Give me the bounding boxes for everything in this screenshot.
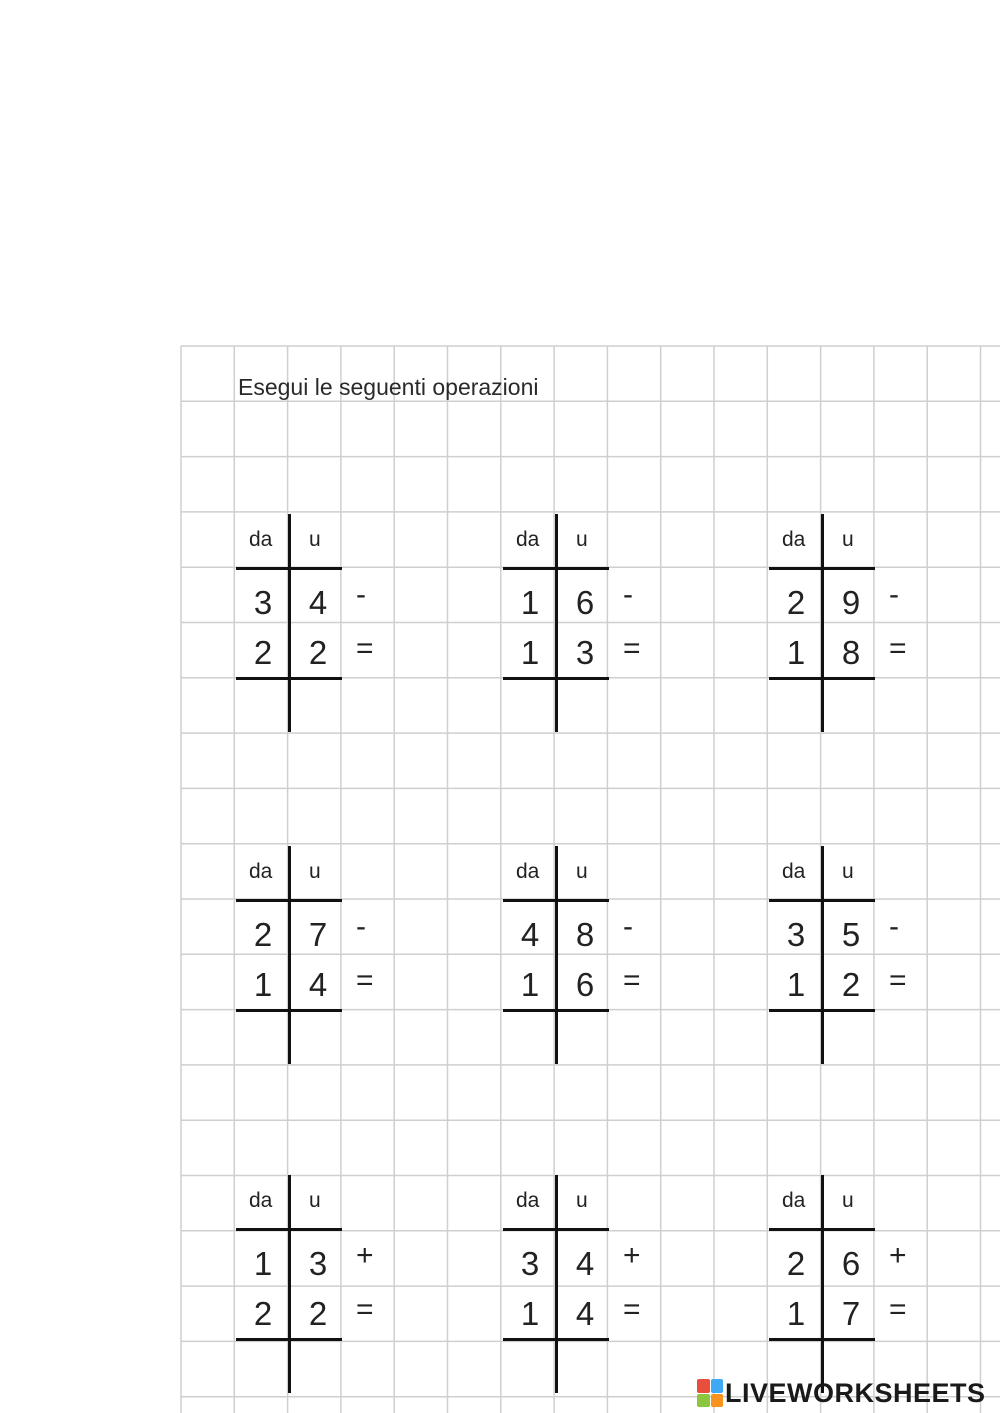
liveworksheets-logo-icon <box>697 1379 723 1407</box>
bottom-units-digit: 4 <box>575 1295 595 1332</box>
bottom-units-digit: 3 <box>575 634 595 671</box>
top-units-digit: 6 <box>841 1245 861 1282</box>
units-label: u <box>309 1189 321 1212</box>
operator-sign: + <box>889 1239 907 1272</box>
units-label: u <box>309 528 321 551</box>
column-divider <box>555 514 558 732</box>
units-label: u <box>842 860 854 883</box>
tens-label: da <box>516 1189 540 1212</box>
logo-square <box>711 1379 724 1393</box>
top-tens-digit: 1 <box>520 584 540 621</box>
bottom-units-digit: 2 <box>308 634 328 671</box>
instruction-text: Esegui le seguenti operazioni <box>238 374 539 400</box>
top-tens-digit: 1 <box>253 1245 273 1282</box>
top-units-digit: 8 <box>575 916 595 953</box>
header-rule <box>503 1228 609 1231</box>
top-tens-digit: 3 <box>253 584 273 621</box>
bottom-tens-digit: 1 <box>520 966 540 1003</box>
bottom-units-digit: 2 <box>308 1295 328 1332</box>
header-rule <box>503 899 609 902</box>
brand-name: LIVEWORKSHEETS <box>725 1377 986 1408</box>
header-rule <box>769 899 875 902</box>
operation-block <box>769 514 949 734</box>
bottom-tens-digit: 1 <box>786 1295 806 1332</box>
top-tens-digit: 3 <box>520 1245 540 1282</box>
bottom-tens-digit: 2 <box>253 634 273 671</box>
header-rule <box>769 1228 875 1231</box>
result-rule <box>769 1009 875 1012</box>
operation-block <box>503 846 683 1066</box>
column-divider <box>821 846 824 1064</box>
header-rule <box>236 1228 342 1231</box>
top-units-digit: 9 <box>841 584 861 621</box>
equals-sign: = <box>889 632 907 665</box>
column-divider <box>821 1175 824 1393</box>
column-divider <box>555 846 558 1064</box>
bottom-tens-digit: 1 <box>520 1295 540 1332</box>
result-rule <box>236 1009 342 1012</box>
bottom-tens-digit: 1 <box>786 966 806 1003</box>
bottom-tens-digit: 1 <box>253 966 273 1003</box>
equals-sign: = <box>889 1293 907 1326</box>
equals-sign: = <box>356 632 374 665</box>
units-label: u <box>576 860 588 883</box>
header-rule <box>236 899 342 902</box>
operation-block <box>769 846 949 1066</box>
column-divider <box>288 1175 291 1393</box>
tens-label: da <box>782 1189 806 1212</box>
operator-sign: - <box>356 578 366 611</box>
operator-sign: - <box>889 910 899 943</box>
operation-block <box>236 1175 416 1395</box>
logo-square <box>697 1379 710 1393</box>
bottom-tens-digit: 1 <box>786 634 806 671</box>
result-rule <box>236 677 342 680</box>
operation-block <box>769 1175 949 1395</box>
header-rule <box>503 567 609 570</box>
operation-block <box>236 846 416 1066</box>
operation-block <box>236 514 416 734</box>
units-label: u <box>842 528 854 551</box>
top-tens-digit: 4 <box>520 916 540 953</box>
header-rule <box>236 567 342 570</box>
top-units-digit: 3 <box>308 1245 328 1282</box>
equals-sign: = <box>356 964 374 997</box>
equals-sign: = <box>623 632 641 665</box>
bottom-tens-digit: 1 <box>520 634 540 671</box>
bottom-units-digit: 6 <box>575 966 595 1003</box>
units-label: u <box>842 1189 854 1212</box>
units-label: u <box>576 1189 588 1212</box>
operator-sign: - <box>356 910 366 943</box>
top-units-digit: 5 <box>841 916 861 953</box>
operation-block <box>503 514 683 734</box>
top-units-digit: 4 <box>575 1245 595 1282</box>
operator-sign: - <box>623 578 633 611</box>
equals-sign: = <box>623 964 641 997</box>
top-units-digit: 4 <box>308 584 328 621</box>
column-divider <box>288 514 291 732</box>
top-tens-digit: 2 <box>253 916 273 953</box>
bottom-units-digit: 4 <box>308 966 328 1003</box>
equals-sign: = <box>889 964 907 997</box>
result-rule <box>236 1338 342 1341</box>
tens-label: da <box>249 1189 273 1212</box>
column-divider <box>555 1175 558 1393</box>
tens-label: da <box>249 528 273 551</box>
bottom-tens-digit: 2 <box>253 1295 273 1332</box>
operator-sign: + <box>356 1239 374 1272</box>
tens-label: da <box>516 528 540 551</box>
tens-label: da <box>516 860 540 883</box>
operator-sign: - <box>623 910 633 943</box>
operator-sign: + <box>623 1239 641 1272</box>
result-rule <box>769 1338 875 1341</box>
result-rule <box>503 677 609 680</box>
operator-sign: - <box>889 578 899 611</box>
logo-square <box>697 1394 710 1408</box>
header-rule <box>769 567 875 570</box>
column-divider <box>821 514 824 732</box>
tens-label: da <box>782 860 806 883</box>
bottom-units-digit: 8 <box>841 634 861 671</box>
top-tens-digit: 3 <box>786 916 806 953</box>
bottom-units-digit: 7 <box>841 1295 861 1332</box>
result-rule <box>503 1338 609 1341</box>
top-units-digit: 7 <box>308 916 328 953</box>
units-label: u <box>576 528 588 551</box>
top-units-digit: 6 <box>575 584 595 621</box>
tens-label: da <box>249 860 273 883</box>
result-rule <box>503 1009 609 1012</box>
bottom-units-digit: 2 <box>841 966 861 1003</box>
top-tens-digit: 2 <box>786 584 806 621</box>
equals-sign: = <box>623 1293 641 1326</box>
operation-block <box>503 1175 683 1395</box>
units-label: u <box>309 860 321 883</box>
top-tens-digit: 2 <box>786 1245 806 1282</box>
logo-square <box>711 1394 724 1408</box>
tens-label: da <box>782 528 806 551</box>
equals-sign: = <box>356 1293 374 1326</box>
result-rule <box>769 677 875 680</box>
liveworksheets-brand <box>697 1376 986 1410</box>
column-divider <box>288 846 291 1064</box>
